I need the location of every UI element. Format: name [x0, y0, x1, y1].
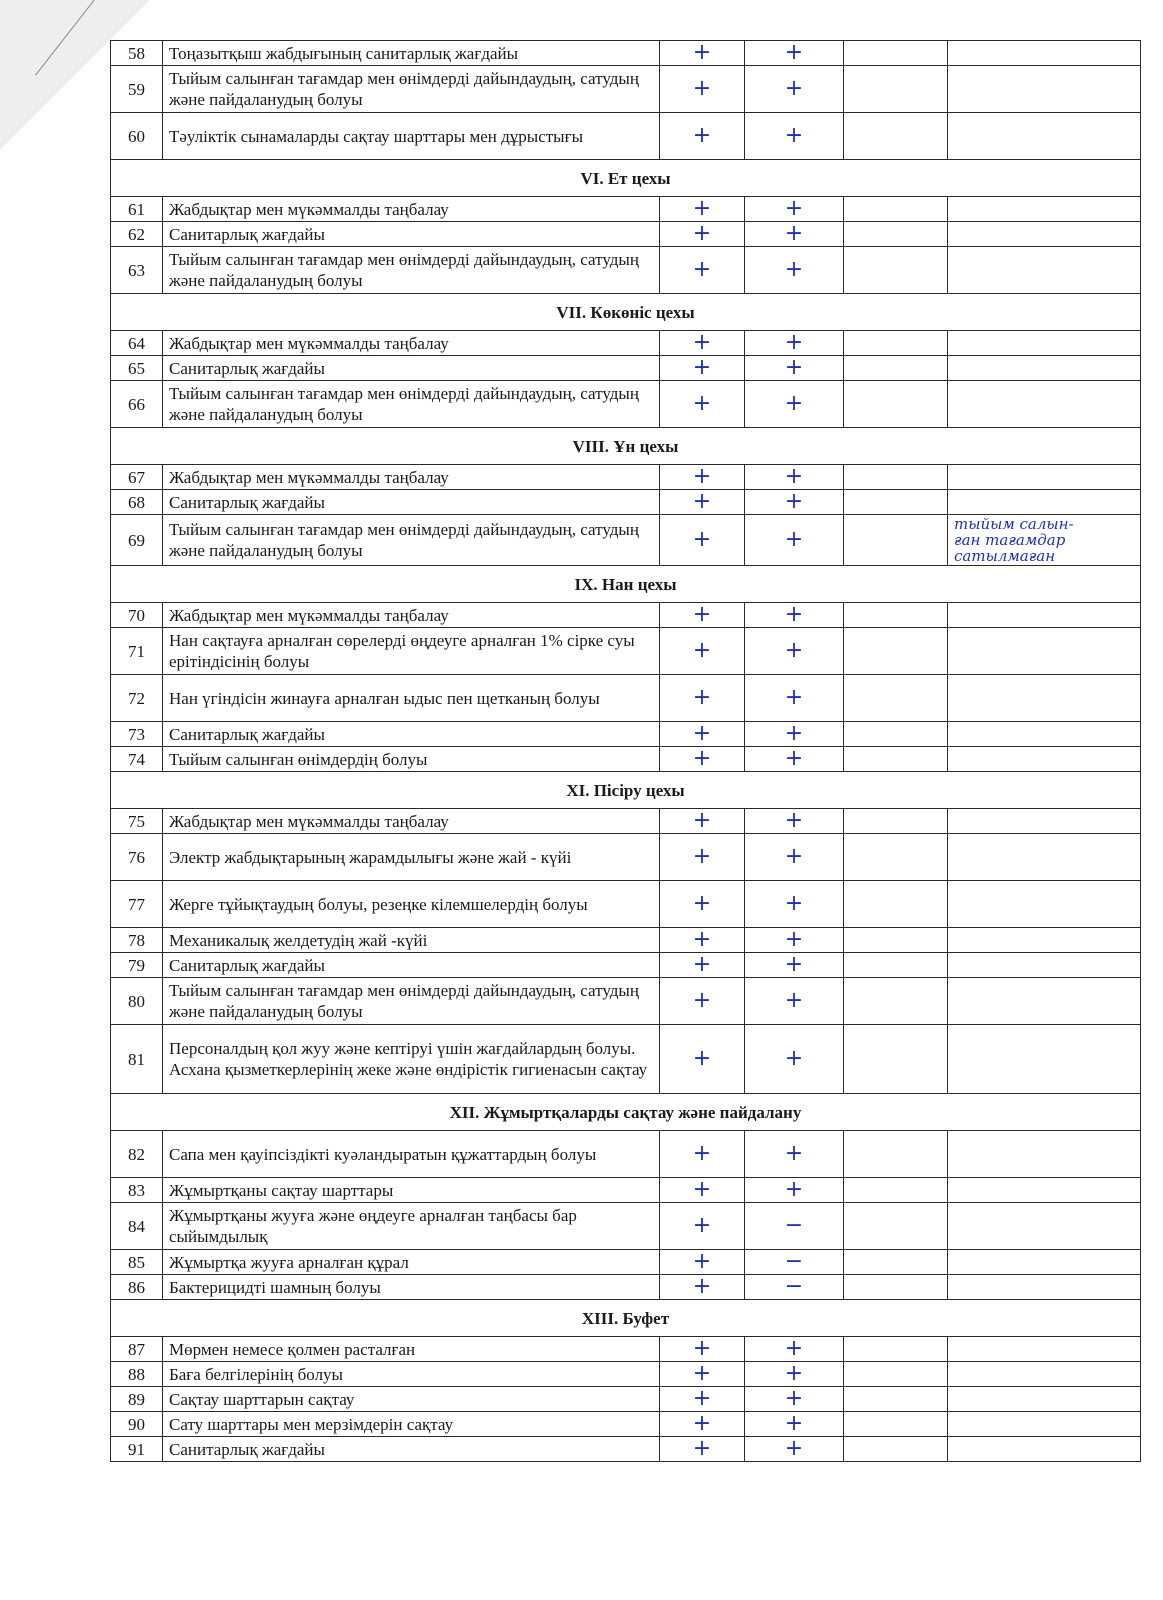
table-row — [111, 331, 1141, 356]
check-mark-2: + — [745, 515, 844, 566]
row-number: 87 — [111, 1337, 163, 1362]
check-mark-1: + — [660, 66, 745, 113]
requirement-text: Жабдықтар мен мүкәммалды таңбалау — [163, 809, 660, 834]
row-number: 59 — [111, 66, 163, 113]
row-number: 66 — [111, 381, 163, 428]
empty-cell — [844, 1178, 948, 1203]
row-number: 65 — [111, 356, 163, 381]
check-mark-2: + — [745, 113, 844, 160]
check-mark-2: + — [745, 722, 844, 747]
empty-cell — [844, 722, 948, 747]
table-row — [111, 1437, 1141, 1462]
requirement-text: Жабдықтар мен мүкәммалды таңбалау — [163, 331, 660, 356]
check-mark-1: + — [660, 834, 745, 881]
table-row — [111, 747, 1141, 772]
check-mark-2: − — [745, 1203, 844, 1250]
check-mark-2: + — [745, 465, 844, 490]
empty-cell — [844, 1437, 948, 1462]
check-mark-1: + — [660, 978, 745, 1025]
empty-cell — [948, 381, 1141, 428]
row-number: 90 — [111, 1412, 163, 1437]
check-mark-2: + — [745, 1412, 844, 1437]
check-mark-2: + — [745, 953, 844, 978]
check-mark-2: + — [745, 381, 844, 428]
row-number: 64 — [111, 331, 163, 356]
requirement-text: Жабдықтар мен мүкәммалды таңбалау — [163, 603, 660, 628]
check-mark-2: + — [745, 628, 844, 675]
empty-cell — [844, 1362, 948, 1387]
empty-cell — [948, 881, 1141, 928]
empty-cell — [844, 928, 948, 953]
empty-cell — [948, 628, 1141, 675]
check-mark-2: + — [745, 197, 844, 222]
table-row — [111, 465, 1141, 490]
table-row — [111, 41, 1141, 66]
table-row — [111, 1412, 1141, 1437]
table-row — [111, 953, 1141, 978]
table-row — [111, 1362, 1141, 1387]
check-mark-1: + — [660, 809, 745, 834]
empty-cell — [844, 1412, 948, 1437]
check-mark-2: − — [745, 1275, 844, 1300]
empty-cell — [844, 381, 948, 428]
empty-cell — [844, 881, 948, 928]
row-number: 86 — [111, 1275, 163, 1300]
row-number: 69 — [111, 515, 163, 566]
empty-cell — [844, 1387, 948, 1412]
check-mark-1: + — [660, 113, 745, 160]
empty-cell — [948, 1178, 1141, 1203]
check-mark-2: + — [745, 331, 844, 356]
check-mark-1: + — [660, 41, 745, 66]
check-mark-2: + — [745, 356, 844, 381]
row-number: 73 — [111, 722, 163, 747]
row-number: 67 — [111, 465, 163, 490]
check-mark-2: + — [745, 978, 844, 1025]
empty-cell — [948, 978, 1141, 1025]
check-mark-2: + — [745, 1178, 844, 1203]
check-mark-1: + — [660, 1178, 745, 1203]
empty-cell — [844, 66, 948, 113]
row-number: 81 — [111, 1025, 163, 1094]
table-row — [111, 1275, 1141, 1300]
check-mark-2: + — [745, 928, 844, 953]
row-number: 77 — [111, 881, 163, 928]
check-mark-2: + — [745, 1025, 844, 1094]
empty-cell — [948, 1025, 1141, 1094]
check-mark-1: + — [660, 247, 745, 294]
empty-cell — [948, 928, 1141, 953]
empty-cell — [948, 1337, 1141, 1362]
section-header-row — [111, 1300, 1141, 1337]
section-title: VIII. Ұн цехы — [111, 428, 1141, 465]
check-mark-1: + — [660, 953, 745, 978]
row-number: 61 — [111, 197, 163, 222]
check-mark-1: + — [660, 1275, 745, 1300]
requirement-text: Санитарлық жағдайы — [163, 222, 660, 247]
empty-cell — [844, 331, 948, 356]
empty-cell — [844, 1250, 948, 1275]
check-mark-1: + — [660, 331, 745, 356]
row-number: 83 — [111, 1178, 163, 1203]
requirement-text: Жабдықтар мен мүкәммалды таңбалау — [163, 197, 660, 222]
check-mark-2: + — [745, 834, 844, 881]
section-title: VII. Көкөніс цехы — [111, 294, 1141, 331]
handwritten-note-line: ған тағамдар — [954, 531, 1066, 549]
table-row — [111, 928, 1141, 953]
check-mark-2: + — [745, 675, 844, 722]
empty-cell — [844, 113, 948, 160]
row-number: 79 — [111, 953, 163, 978]
empty-cell — [844, 1025, 948, 1094]
check-mark-1: + — [660, 381, 745, 428]
check-mark-1: + — [660, 1362, 745, 1387]
check-mark-2: + — [745, 1337, 844, 1362]
row-number: 62 — [111, 222, 163, 247]
table-row — [111, 834, 1141, 881]
empty-cell — [844, 1275, 948, 1300]
requirement-text: Тоңазытқыш жабдығының санитарлық жағдайы — [163, 41, 660, 66]
row-number: 85 — [111, 1250, 163, 1275]
empty-cell — [948, 222, 1141, 247]
check-mark-2: + — [745, 66, 844, 113]
check-mark-1: + — [660, 722, 745, 747]
requirement-text: Тыйым салынған тағамдар мен өнімдерді дайындаудың, сатудың және пайдаланудың болуы — [163, 66, 660, 113]
requirement-text: Жерге тұйықтаудың болуы, резеңке кілемшелердің болуы — [163, 881, 660, 928]
check-mark-2: + — [745, 747, 844, 772]
table-row — [111, 1337, 1141, 1362]
empty-cell — [844, 197, 948, 222]
empty-cell — [948, 490, 1141, 515]
check-mark-1: + — [660, 881, 745, 928]
empty-cell — [844, 675, 948, 722]
row-number: 68 — [111, 490, 163, 515]
check-mark-1: + — [660, 197, 745, 222]
table-row — [111, 1250, 1141, 1275]
empty-cell — [948, 1437, 1141, 1462]
requirement-text: Тыйым салынған тағамдар мен өнімдерді дайындаудың, сатудың және пайдаланудың болуы — [163, 978, 660, 1025]
empty-cell — [844, 747, 948, 772]
requirement-text: Сату шарттары мен мерзімдерін сақтау — [163, 1412, 660, 1437]
check-mark-1: + — [660, 490, 745, 515]
table-row — [111, 628, 1141, 675]
check-mark-1: + — [660, 1337, 745, 1362]
empty-cell — [844, 809, 948, 834]
row-number: 74 — [111, 747, 163, 772]
empty-cell — [948, 465, 1141, 490]
empty-cell — [844, 222, 948, 247]
table-row — [111, 197, 1141, 222]
empty-cell — [844, 834, 948, 881]
check-mark-1: + — [660, 928, 745, 953]
empty-cell — [844, 490, 948, 515]
requirement-text: Мөрмен немесе қолмен расталған — [163, 1337, 660, 1362]
requirement-text: Санитарлық жағдайы — [163, 953, 660, 978]
empty-cell — [948, 1387, 1141, 1412]
requirement-text: Жұмыртқаны жууға және өңдеуге арналған таңбасы бар сыйымдылық — [163, 1203, 660, 1250]
table-row — [111, 722, 1141, 747]
row-number: 71 — [111, 628, 163, 675]
empty-cell — [948, 747, 1141, 772]
empty-cell — [948, 113, 1141, 160]
check-mark-2: + — [745, 809, 844, 834]
table-row — [111, 381, 1141, 428]
check-mark-2: + — [745, 490, 844, 515]
table-row — [111, 675, 1141, 722]
requirement-text: Бактерицидті шамның болуы — [163, 1275, 660, 1300]
empty-cell — [948, 1275, 1141, 1300]
check-mark-1: + — [660, 747, 745, 772]
section-header-row — [111, 566, 1141, 603]
handwritten-note — [948, 515, 1141, 566]
empty-cell — [948, 834, 1141, 881]
requirement-text: Санитарлық жағдайы — [163, 356, 660, 381]
check-mark-2: + — [745, 41, 844, 66]
empty-cell — [844, 953, 948, 978]
empty-cell — [948, 675, 1141, 722]
requirement-text: Жұмыртқа жууға арналған құрал — [163, 1250, 660, 1275]
requirement-text: Тыйым салынған өнімдердің болуы — [163, 747, 660, 772]
requirement-text: Тыйым салынған тағамдар мен өнімдерді дайындаудың, сатудың және пайдаланудың болуы — [163, 515, 660, 566]
empty-cell — [844, 41, 948, 66]
table-row — [111, 113, 1141, 160]
check-mark-1: + — [660, 515, 745, 566]
empty-cell — [948, 1250, 1141, 1275]
table-row — [111, 1387, 1141, 1412]
empty-cell — [844, 515, 948, 566]
empty-cell — [948, 247, 1141, 294]
requirement-text: Электр жабдықтарының жарамдылығы және жай - күйі — [163, 834, 660, 881]
check-mark-2: + — [745, 222, 844, 247]
check-mark-2: − — [745, 1250, 844, 1275]
table-row — [111, 66, 1141, 113]
empty-cell — [948, 603, 1141, 628]
row-number: 58 — [111, 41, 163, 66]
checklist-body — [111, 41, 1141, 1462]
empty-cell — [948, 1362, 1141, 1387]
row-number: 75 — [111, 809, 163, 834]
row-number: 63 — [111, 247, 163, 294]
requirement-text: Баға белгілерінің болуы — [163, 1362, 660, 1387]
requirement-text: Жабдықтар мен мүкәммалды таңбалау — [163, 465, 660, 490]
section-title: XIII. Буфет — [111, 1300, 1141, 1337]
section-title: IX. Нан цехы — [111, 566, 1141, 603]
table-row — [111, 881, 1141, 928]
empty-cell — [844, 1131, 948, 1178]
requirement-text: Санитарлық жағдайы — [163, 722, 660, 747]
requirement-text: Нан үгіндісін жинауға арналған ыдыс пен щетканың болуы — [163, 675, 660, 722]
inspection-checklist-table — [110, 40, 1141, 1462]
section-header-row — [111, 160, 1141, 197]
requirement-text: Санитарлық жағдайы — [163, 1437, 660, 1462]
check-mark-2: + — [745, 603, 844, 628]
row-number: 88 — [111, 1362, 163, 1387]
check-mark-2: + — [745, 1362, 844, 1387]
requirement-text: Персоналдың қол жуу және кептіруі үшін жағдайлардың болуы. Асхана қызметкерлерінің жеке және өндірістік гигиенасын сақтау — [163, 1025, 660, 1094]
table-row — [111, 603, 1141, 628]
table-row — [111, 1131, 1141, 1178]
table-row — [111, 809, 1141, 834]
empty-cell — [844, 603, 948, 628]
requirement-text: Механикалық желдетудің жай -күйі — [163, 928, 660, 953]
row-number: 89 — [111, 1387, 163, 1412]
check-mark-1: + — [660, 222, 745, 247]
table-row — [111, 1203, 1141, 1250]
empty-cell — [948, 356, 1141, 381]
empty-cell — [948, 809, 1141, 834]
requirement-text: Санитарлық жағдайы — [163, 490, 660, 515]
section-header-row — [111, 1094, 1141, 1131]
check-mark-1: + — [660, 675, 745, 722]
section-title: VI. Ет цехы — [111, 160, 1141, 197]
table-row — [111, 247, 1141, 294]
check-mark-1: + — [660, 1025, 745, 1094]
check-mark-1: + — [660, 1203, 745, 1250]
section-title: XI. Пісіру цехы — [111, 772, 1141, 809]
row-number: 80 — [111, 978, 163, 1025]
table-row — [111, 222, 1141, 247]
table-row — [111, 490, 1141, 515]
empty-cell — [844, 247, 948, 294]
table-row — [111, 515, 1141, 566]
check-mark-1: + — [660, 465, 745, 490]
section-header-row — [111, 294, 1141, 331]
empty-cell — [844, 628, 948, 675]
empty-cell — [948, 41, 1141, 66]
table-row — [111, 356, 1141, 381]
empty-cell — [948, 1412, 1141, 1437]
row-number: 82 — [111, 1131, 163, 1178]
empty-cell — [948, 953, 1141, 978]
empty-cell — [948, 197, 1141, 222]
requirement-text: Тыйым салынған тағамдар мен өнімдерді дайындаудың, сатудың және пайдаланудың болуы — [163, 381, 660, 428]
row-number: 72 — [111, 675, 163, 722]
section-header-row — [111, 428, 1141, 465]
handwritten-note-line: тыйым салын- — [954, 515, 1074, 533]
empty-cell — [844, 978, 948, 1025]
check-mark-1: + — [660, 356, 745, 381]
section-header-row — [111, 772, 1141, 809]
empty-cell — [844, 465, 948, 490]
section-title: XII. Жұмыртқаларды сақтау және пайдалану — [111, 1094, 1141, 1131]
check-mark-1: + — [660, 1437, 745, 1462]
table-row — [111, 1025, 1141, 1094]
check-mark-2: + — [745, 1387, 844, 1412]
requirement-text: Сақтау шарттарын сақтау — [163, 1387, 660, 1412]
empty-cell — [948, 1203, 1141, 1250]
handwritten-note-line: сатылмаған — [954, 547, 1056, 565]
requirement-text: Сапа мен қауіпсіздікті куәландыратын құжаттардың болуы — [163, 1131, 660, 1178]
row-number: 91 — [111, 1437, 163, 1462]
empty-cell — [844, 1203, 948, 1250]
requirement-text: Нан сақтауға арналған сөрелерді өңдеуге арналған 1% сірке суы ерітіндісінің болуы — [163, 628, 660, 675]
table-row — [111, 978, 1141, 1025]
check-mark-1: + — [660, 603, 745, 628]
empty-cell — [948, 66, 1141, 113]
empty-cell — [948, 722, 1141, 747]
empty-cell — [948, 1131, 1141, 1178]
check-mark-2: + — [745, 1131, 844, 1178]
check-mark-1: + — [660, 1250, 745, 1275]
check-mark-1: + — [660, 1412, 745, 1437]
check-mark-2: + — [745, 1437, 844, 1462]
check-mark-2: + — [745, 881, 844, 928]
row-number: 76 — [111, 834, 163, 881]
table-row — [111, 1178, 1141, 1203]
empty-cell — [948, 331, 1141, 356]
check-mark-1: + — [660, 1387, 745, 1412]
row-number: 84 — [111, 1203, 163, 1250]
empty-cell — [844, 356, 948, 381]
check-mark-2: + — [745, 247, 844, 294]
requirement-text: Тыйым салынған тағамдар мен өнімдерді дайындаудың, сатудың және пайдаланудың болуы — [163, 247, 660, 294]
check-mark-1: + — [660, 628, 745, 675]
check-mark-1: + — [660, 1131, 745, 1178]
requirement-text: Жұмыртқаны сақтау шарттары — [163, 1178, 660, 1203]
row-number: 70 — [111, 603, 163, 628]
row-number: 78 — [111, 928, 163, 953]
empty-cell — [844, 1337, 948, 1362]
requirement-text: Тәуліктік сынамаларды сақтау шарттары мен дұрыстығы — [163, 113, 660, 160]
row-number: 60 — [111, 113, 163, 160]
